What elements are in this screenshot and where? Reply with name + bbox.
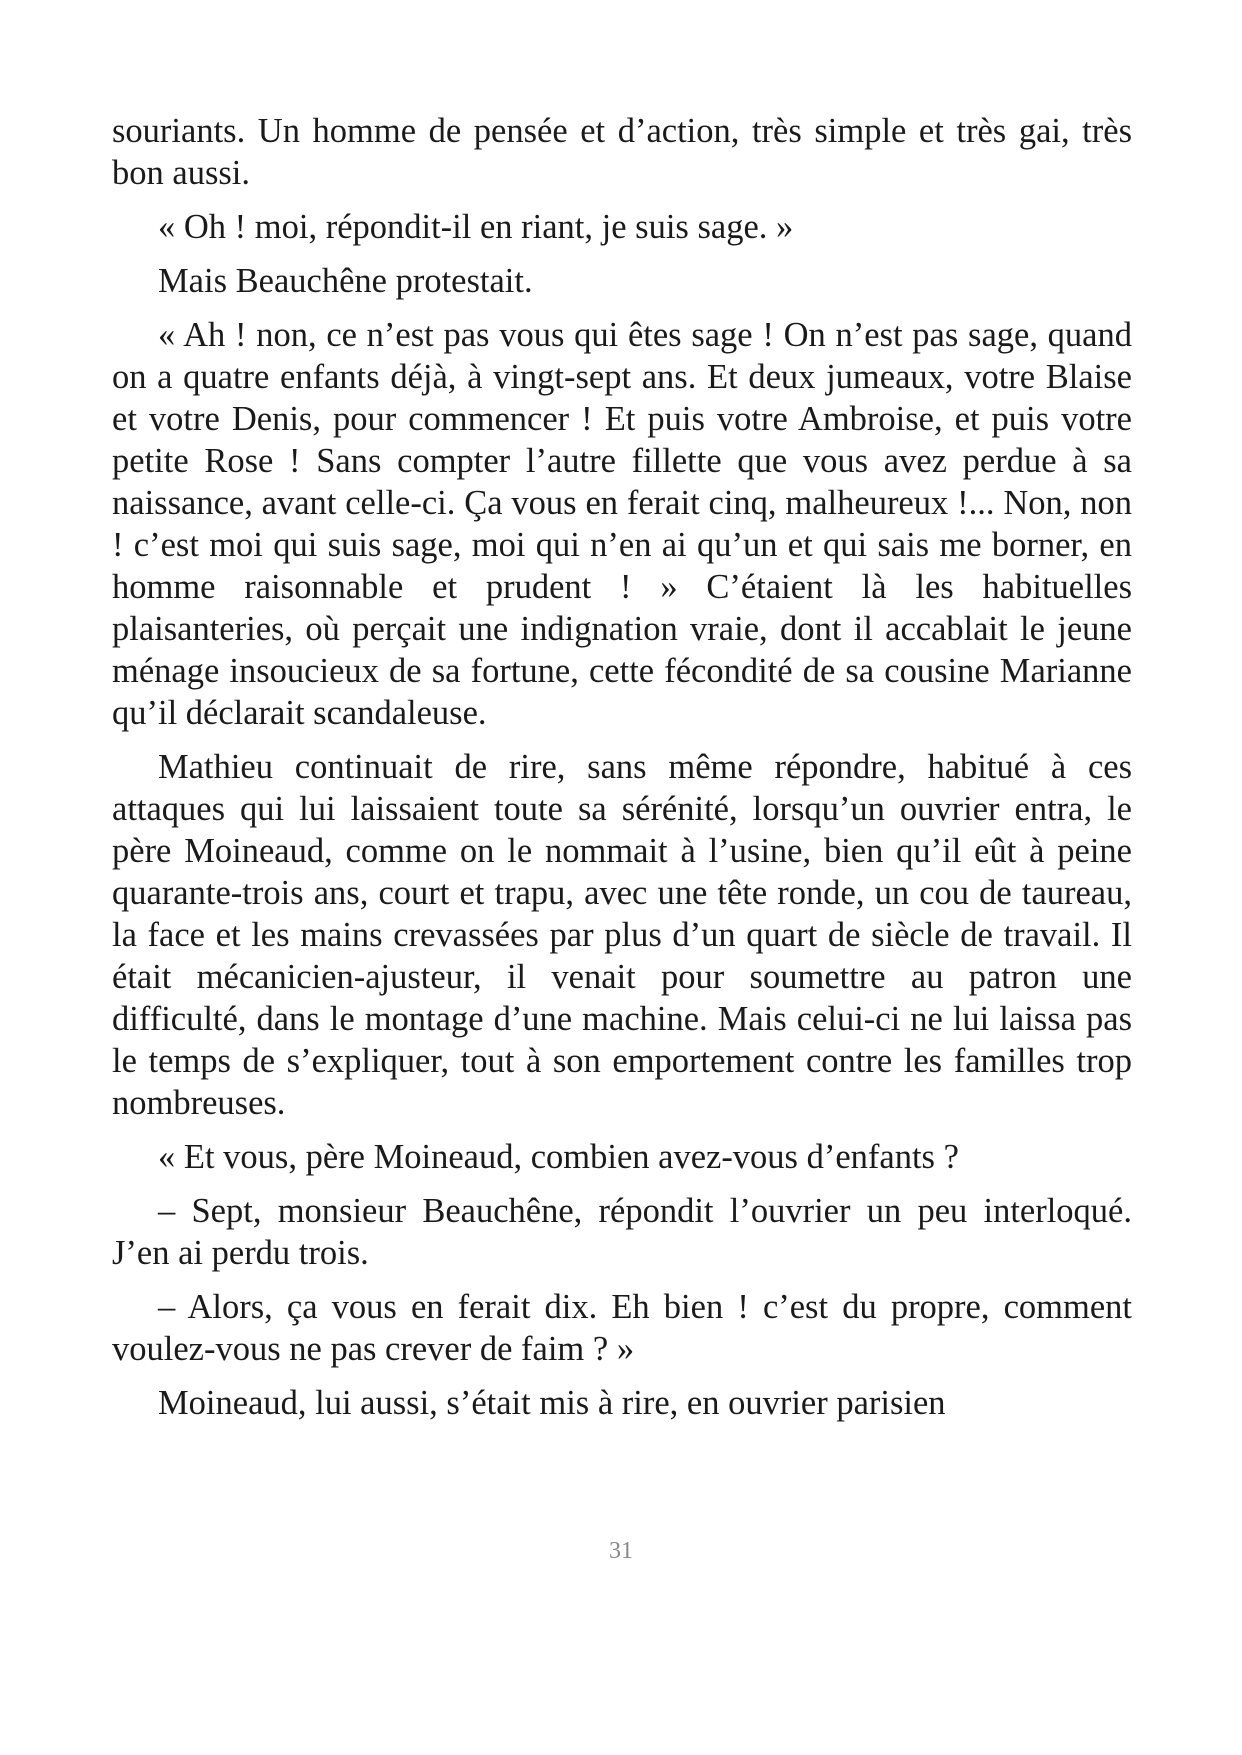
paragraph-1: souriants. Un homme de pensée et d’action, très simple et très gai, très bon aussi. (112, 112, 1132, 192)
paragraph-4: « Ah ! non, ce n’est pas vous qui êtes sage ! On n’est pas sage, quand on a quatre enfants déjà, à vingt-sept ans. Et deux jumeaux, votre Blaise et votre Denis, pour commencer ! Et puis votre Ambroise, et puis votre petite Rose ! Sans compter l’autre fillette que vous avez perdue à sa naissance, avant celle-ci. Ça vous en ferait cinq, malheureux !... Non, non ! c’est moi qui suis sage, moi qui n’en ai qu’un et qui sais me borner, en homme raisonnable et prudent ! » C’étaient là les habituelles plaisanteries, où perçait une indignation vraie, dont il accablait le jeune ménage insoucieux de sa fortune, cette fécondité de sa cousine Marianne qu’il déclarait scandaleuse. (112, 316, 1132, 732)
body-text (112, 110, 1132, 1436)
paragraph-7: – Sept, monsieur Beauchêne, répondit l’ouvrier un peu interloqué. J’en ai perdu trois. (112, 1192, 1132, 1272)
paragraph-5: Mathieu continuait de rire, sans même répondre, habitué à ces attaques qui lui laissaient toute sa sérénité, lorsqu’un ouvrier entra, le père Moineaud, comme on le nommait à l’usine, bien qu’il eût à peine quarante-trois ans, court et trapu, avec une tête ronde, un cou de taureau, la face et les mains crevassées par plus d’un quart de siècle de travail. Il était mécanicien-ajusteur, il venait pour soumettre au patron une difficulté, dans le montage d’une machine. Mais celui-ci ne lui laissa pas le temps de s’expliquer, tout à son emportement contre les familles trop nombreuses. (112, 748, 1132, 1122)
paragraph-6: « Et vous, père Moineaud, combien avez-vous d’enfants ? (158, 1138, 959, 1176)
paragraph-8: – Alors, ça vous en ferait dix. Eh bien ! c’est du propre, comment voulez-vous ne pas crever de faim ? » (112, 1288, 1132, 1368)
paragraph-9: Moineaud, lui aussi, s’était mis à rire, en ouvrier parisien (158, 1384, 946, 1422)
paragraph-3: Mais Beauchêne protestait. (158, 262, 533, 300)
page-number: 31 (609, 1538, 633, 1564)
paragraph-2: « Oh ! moi, répondit-il en riant, je suis sage. » (158, 208, 794, 246)
